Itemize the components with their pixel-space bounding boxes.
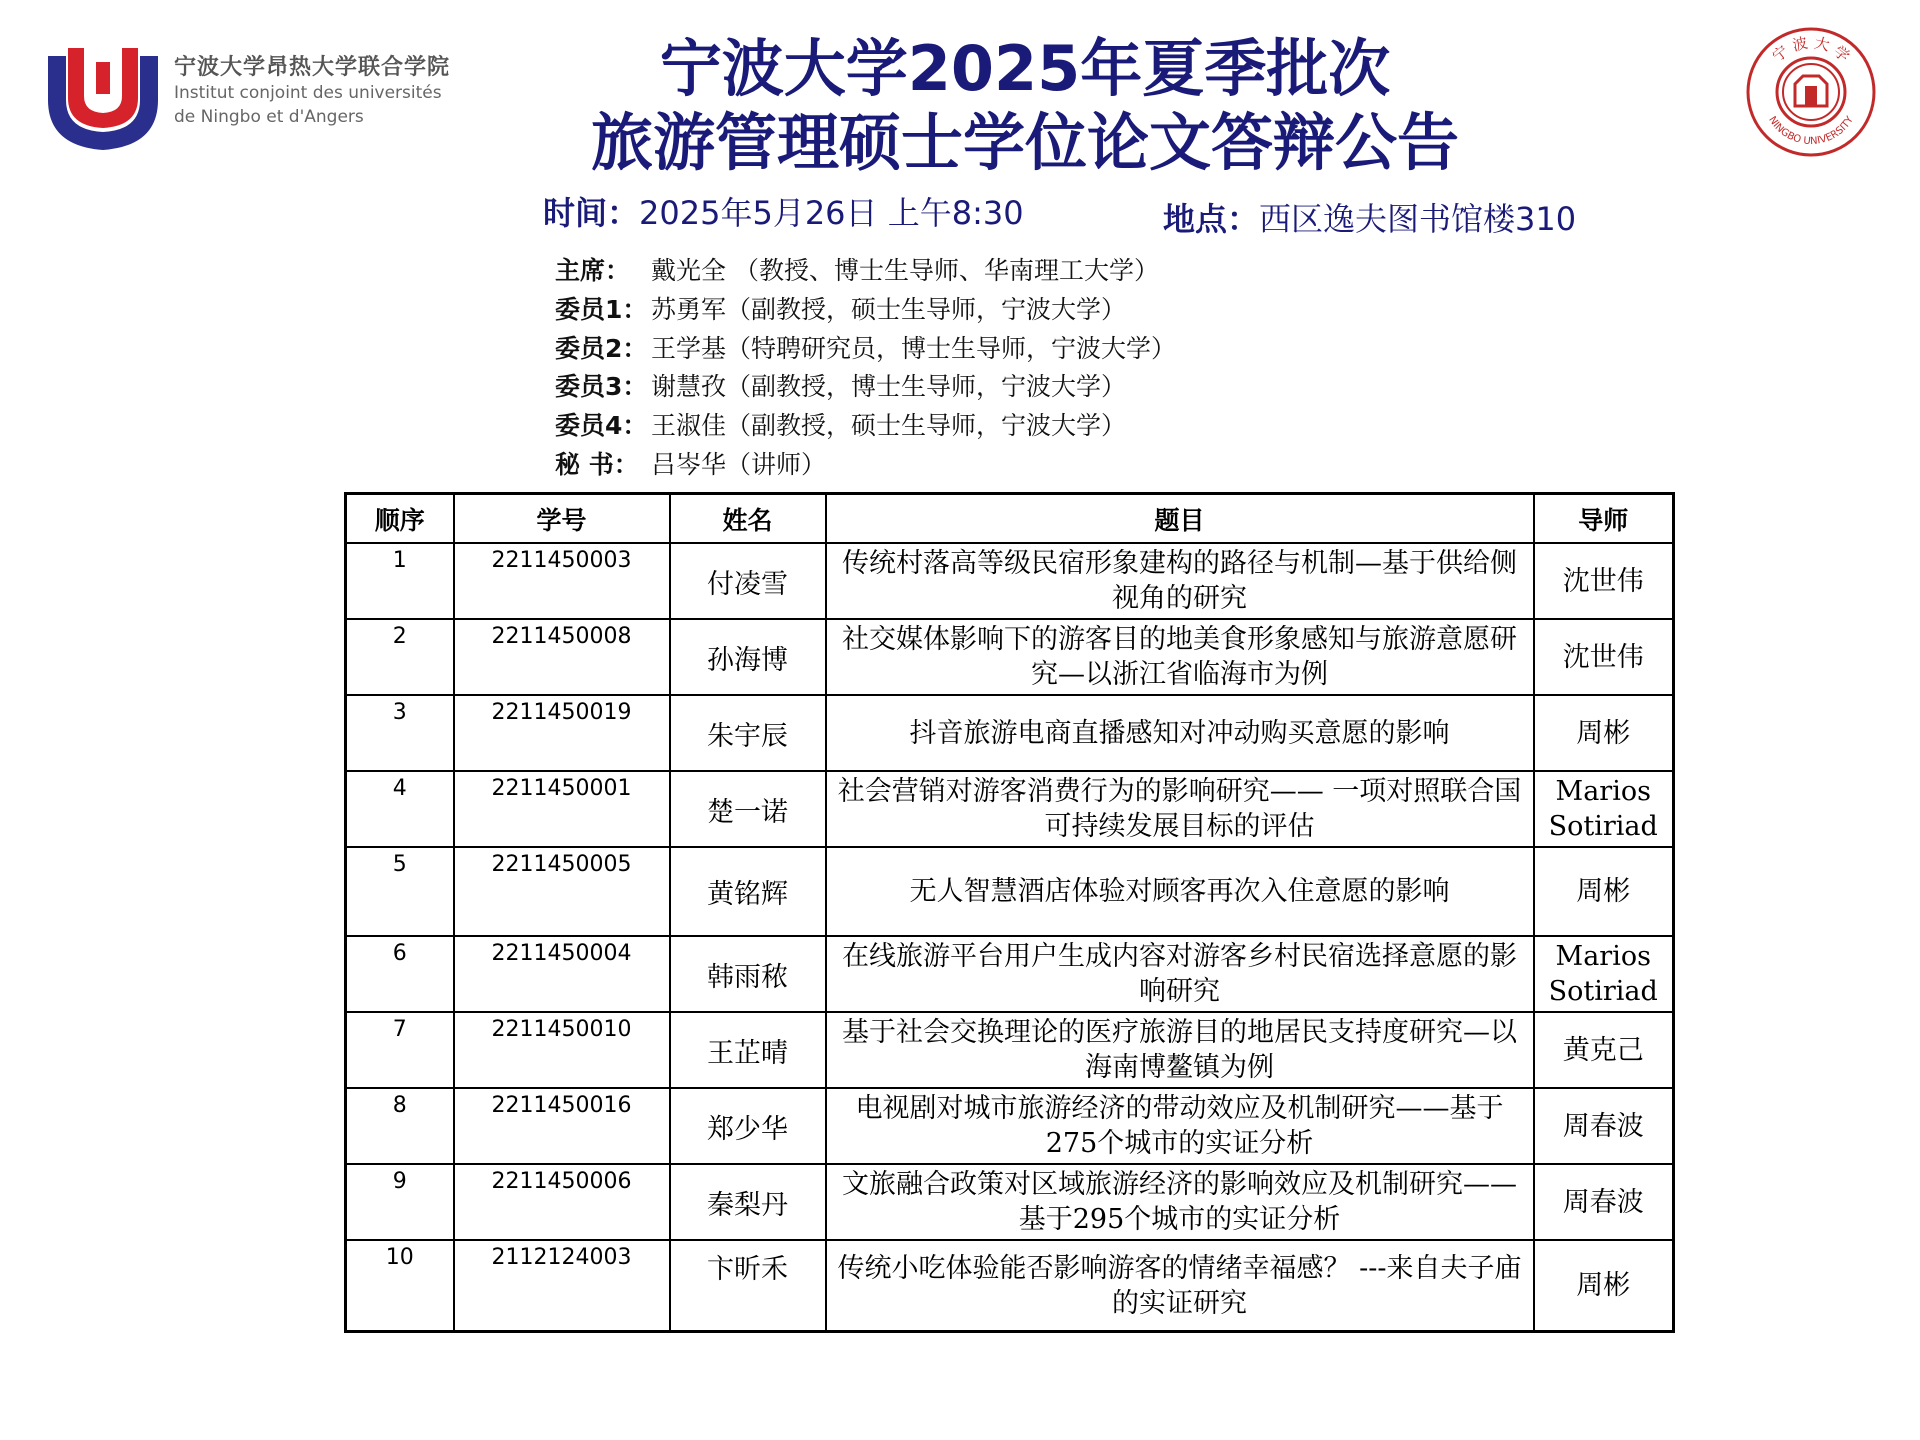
cell-order: 2 xyxy=(346,619,454,695)
header-topic: 题目 xyxy=(826,494,1534,544)
cell-tutor: Marios Sotiriad xyxy=(1534,936,1674,1012)
cell-tutor: 周彬 xyxy=(1534,1240,1674,1332)
committee-row xyxy=(555,330,1176,369)
cell-name: 秦梨丹 xyxy=(670,1164,826,1240)
cell-name: 楚一诺 xyxy=(670,771,826,847)
committee-row xyxy=(555,252,1176,291)
cell-order: 3 xyxy=(346,695,454,771)
table-row xyxy=(346,695,1674,771)
committee-member: 王淑佳（副教授，硕士生导师，宁波大学） xyxy=(651,411,1127,441)
committee-member: 谢慧孜（副教授，博士生导师，宁波大学） xyxy=(651,372,1127,402)
committee-row xyxy=(555,446,1176,485)
place-info xyxy=(1163,194,1576,240)
seal-cn-text: 宁 波 大 学 xyxy=(1768,33,1854,66)
time-info xyxy=(543,188,1024,234)
cell-name: 韩雨秾 xyxy=(670,936,826,1012)
committee-role: 委员2： xyxy=(555,333,648,363)
cell-topic: 无人智慧酒店体验对顾客再次入住意愿的影响 xyxy=(826,847,1534,936)
committee-role: 委员4： xyxy=(555,411,648,441)
cell-student-id: 2211450008 xyxy=(454,619,670,695)
cell-order: 10 xyxy=(346,1240,454,1332)
cell-order: 1 xyxy=(346,543,454,619)
cell-order: 6 xyxy=(346,936,454,1012)
institute-name-fr-line1: Institut conjoint des universités xyxy=(174,83,442,103)
table-row xyxy=(346,1164,1674,1240)
cell-tutor: 沈世伟 xyxy=(1534,619,1674,695)
table-row xyxy=(346,771,1674,847)
header-order: 顺序 xyxy=(346,494,454,544)
table-row xyxy=(346,847,1674,936)
committee-member: 戴光全 （教授、博士生导师、华南理工大学） xyxy=(651,256,1159,285)
seal-en-text: NINGBO UNIVERSITY xyxy=(1766,114,1856,148)
cell-tutor: 周彬 xyxy=(1534,847,1674,936)
cell-order: 8 xyxy=(346,1088,454,1164)
committee-member: 王学基（特聘研究员，博士生导师，宁波大学） xyxy=(651,333,1177,363)
page-title-line1: 宁波大学2025年夏季批次 xyxy=(659,32,1391,105)
defense-schedule-table xyxy=(344,492,1675,1333)
ningbo-university-seal-icon xyxy=(1745,26,1877,158)
cell-topic: 在线旅游平台用户生成内容对游客乡村民宿选择意愿的影响研究 xyxy=(826,936,1534,1012)
cell-student-id: 2211450005 xyxy=(454,847,670,936)
header-tutor: 导师 xyxy=(1534,494,1674,544)
cell-name: 付凌雪 xyxy=(670,543,826,619)
cell-student-id: 2211450016 xyxy=(454,1088,670,1164)
header-name: 姓名 xyxy=(670,494,826,544)
header-student-id: 学号 xyxy=(454,494,670,544)
committee-row xyxy=(555,407,1176,446)
cell-student-id: 2211450004 xyxy=(454,936,670,1012)
cell-order: 5 xyxy=(346,847,454,936)
cell-name: 王芷晴 xyxy=(670,1012,826,1088)
cell-topic: 社交媒体影响下的游客目的地美食形象感知与旅游意愿研究—以浙江省临海市为例 xyxy=(826,619,1534,695)
cell-student-id: 2211450001 xyxy=(454,771,670,847)
cell-topic: 传统村落高等级民宿形象建构的路径与机制—基于供给侧视角的研究 xyxy=(826,543,1534,619)
cell-topic: 社会营销对游客消费行为的影响研究—— 一项对照联合国可持续发展目标的评估 xyxy=(826,771,1534,847)
cell-tutor: 沈世伟 xyxy=(1534,543,1674,619)
table-header-row xyxy=(346,494,1674,544)
table-row xyxy=(346,543,1674,619)
page-title-line2: 旅游管理硕士学位论文答辩公告 xyxy=(590,106,1459,179)
table-row xyxy=(346,619,1674,695)
committee-list xyxy=(555,252,1176,485)
cell-topic: 传统小吃体验能否影响游客的情绪幸福感？ ---来自夫子庙的实证研究 xyxy=(826,1240,1534,1332)
place-value: 西区逸夫图书馆楼310 xyxy=(1259,200,1577,238)
cell-order: 4 xyxy=(346,771,454,847)
cell-name: 黄铭辉 xyxy=(670,847,826,936)
cell-order: 9 xyxy=(346,1164,454,1240)
table-row xyxy=(346,1240,1674,1332)
cell-student-id: 2211450019 xyxy=(454,695,670,771)
cell-student-id: 2112124003 xyxy=(454,1240,670,1332)
time-label: 时间： xyxy=(543,194,640,232)
cell-student-id: 2211450003 xyxy=(454,543,670,619)
committee-member: 吕岑华（讲师） xyxy=(651,449,827,479)
table-row xyxy=(346,936,1674,1012)
cell-tutor: 周春波 xyxy=(1534,1164,1674,1240)
cell-tutor: 周春波 xyxy=(1534,1088,1674,1164)
university-seal xyxy=(1745,26,1877,158)
cell-topic: 抖音旅游电商直播感知对冲动购买意愿的影响 xyxy=(826,695,1534,771)
cell-topic: 基于社会交换理论的医疗旅游目的地居民支持度研究—以海南博鳌镇为例 xyxy=(826,1012,1534,1088)
committee-member: 苏勇军（副教授，硕士生导师，宁波大学） xyxy=(651,294,1127,324)
institute-emblem-icon xyxy=(44,42,162,154)
committee-row xyxy=(555,291,1176,330)
institute-logo xyxy=(44,38,484,154)
time-value: 2025年5月26日 上午8:30 xyxy=(639,194,1024,232)
table-row xyxy=(346,1012,1674,1088)
cell-tutor: 黄克己 xyxy=(1534,1012,1674,1088)
cell-name: 孙海博 xyxy=(670,619,826,695)
cell-topic: 文旅融合政策对区域旅游经济的影响效应及机制研究——基于295个城市的实证分析 xyxy=(826,1164,1534,1240)
cell-name: 郑少华 xyxy=(670,1088,826,1164)
cell-name: 朱宇辰 xyxy=(670,695,826,771)
committee-role: 委员1： xyxy=(555,294,648,324)
institute-name-fr-line2: de Ningbo et d'Angers xyxy=(174,107,364,127)
institute-name-cn: 宁波大学昂热大学联合学院 xyxy=(174,55,451,80)
cell-tutor: Marios Sotiriad xyxy=(1534,771,1674,847)
cell-student-id: 2211450006 xyxy=(454,1164,670,1240)
cell-order: 7 xyxy=(346,1012,454,1088)
cell-tutor: 周彬 xyxy=(1534,695,1674,771)
cell-student-id: 2211450010 xyxy=(454,1012,670,1088)
committee-row xyxy=(555,368,1176,407)
committee-role: 主席： xyxy=(555,256,631,285)
committee-role: 委员3： xyxy=(555,372,648,402)
table-row xyxy=(346,1088,1674,1164)
cell-topic: 电视剧对城市旅游经济的带动效应及机制研究——基于275个城市的实证分析 xyxy=(826,1088,1534,1164)
cell-name: 卞昕禾 xyxy=(670,1240,826,1332)
place-label: 地点： xyxy=(1163,200,1260,238)
committee-role: 秘 书： xyxy=(555,449,639,479)
